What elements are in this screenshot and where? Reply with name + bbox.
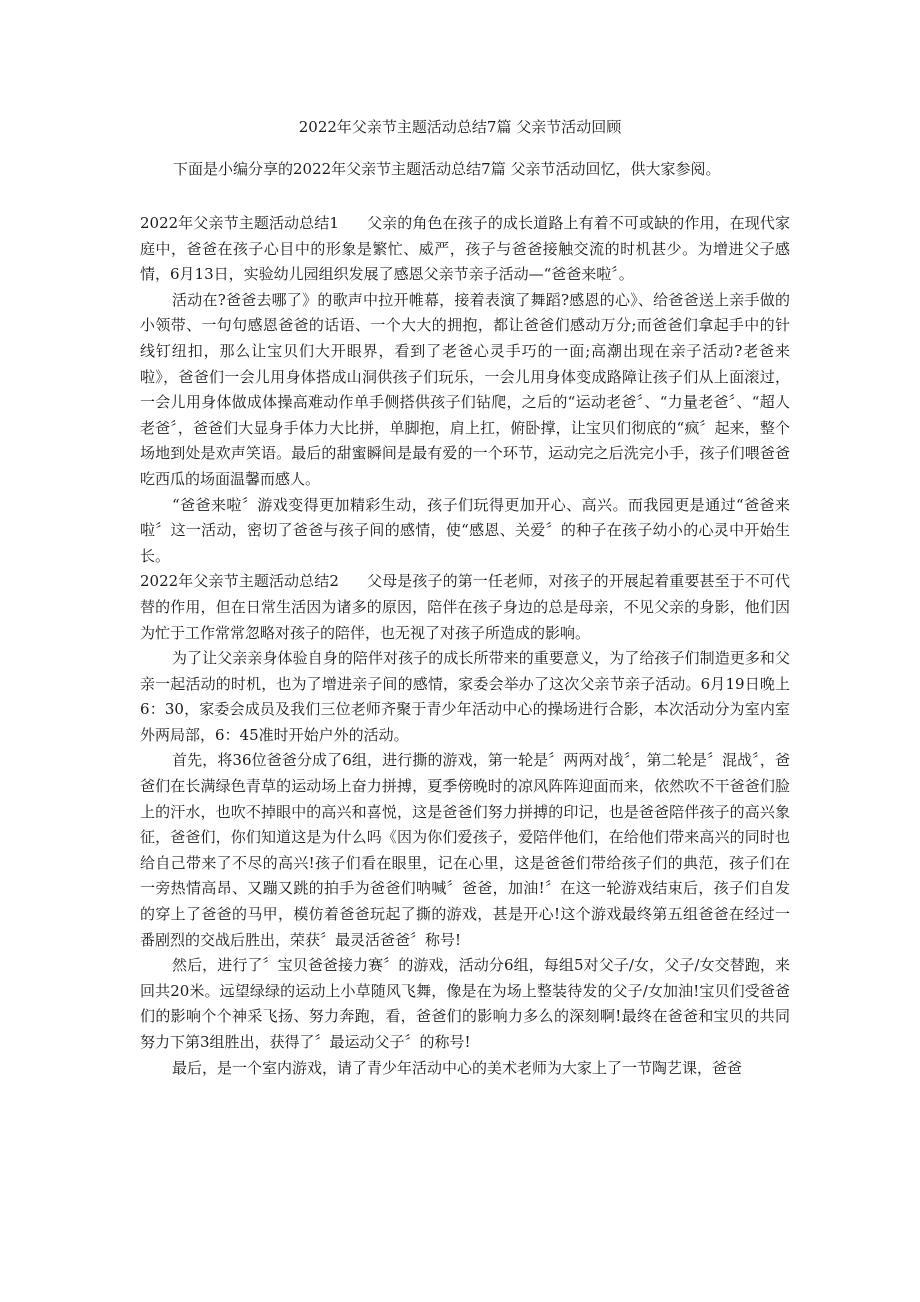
section-1-paragraph: 活动在?爸爸去哪了》的歌声中拉开帷幕，接着表演了舞蹈?感恩的心》、给爸爸送上亲手做的小领带、一句句感恩爸爸的话语、一个大大的拥抱，都让爸爸们感动万分;而爸爸们拿起手中的针线钉纽扣，那么让宝贝们大开眼界，看到了老爸心灵手巧的一面;高潮出现在亲子活动?老爸来啦》，爸爸们一会儿用身体搭成山洞供孩子们玩乐，一会儿用身体变成路障让孩子们从上面滚过，一会儿用身体做成体操高难动作单手侧搭供孩子们钻爬，之后的“运动老爸〞、“力量老爸〞、“超人老爸〞，爸爸们大显身手体力大比拼，单脚抱，肩上扛，俯卧撑，让宝贝们彻底的“疯〞起来，整个场地到处是欢声笑语。最后的甜蜜瞬间是最有爱的一个环节，运动完之后洗完小手，孩子们喂爸爸吃西瓜的场面温馨而感人。 (140, 290, 790, 488)
section-2-paragraph: 最后，是一个室内游戏，请了青少年活动中心的美术老师为大家上了一节陶艺课，爸爸 (172, 1058, 743, 1077)
section-1-lead-paragraph (140, 211, 790, 288)
section-1-lead-text: 父亲的角色在孩子的成长道路上有着不可或缺的作用，在现代家庭中，爸爸在孩子心目中的形象是繁忙、威严，孩子与爸爸接触交流的时机甚少。为增进父子感情，6月13日，实验幼儿园组织发展了感恩父亲节亲子活动—“爸爸来啦〞。 (140, 214, 790, 284)
section-1-heading: 2022年父亲节主题活动总结1 (140, 214, 339, 232)
section-2-lead-paragraph (140, 569, 790, 646)
document-title: 2022年父亲节主题活动总结7篇 父亲节活动回顾 (298, 118, 622, 136)
section-2-heading: 2022年父亲节主题活动总结2 (140, 572, 339, 591)
section-2-paragraph: 为了让父亲亲身体验自身的陪伴对孩子的成长所带来的重要意义，为了给孩子们制造更多和父亲一起活动的时机，也为了增进亲子间的感情，家委会举办了这次父亲节亲子活动。6月19日晚上6：30，家委会成员及我们三位老师齐聚于青少年活动中心的操场进行合影，本次活动分为室内室外两局部，6：45准时开始户外的活动。 (140, 649, 790, 744)
section-1-paragraph: “爸爸来啦〞游戏变得更加精彩生动，孩子们玩得更加开心、高兴。而我园更是通过“爸爸来啦〞这一活动，密切了爸爸与孩子间的感情，使“感恩、关爱〞的种子在孩子幼小的心灵中开始生长。 (140, 495, 790, 565)
document-body (140, 211, 790, 1081)
section-2-lead-text: 父母是孩子的第一任老师，对孩子的开展起着重要甚至于不可代替的作用，但在日常生活因为诸多的原因，陪伴在孩子身边的总是母亲，不见父亲的身影，他们因为忙于工作常常忽略对孩子的陪伴，也无视了对孩子所造成的影响。 (140, 572, 790, 642)
intro-paragraph: 下面是小编分享的2022年父亲节主题活动总结7篇 父亲节活动回忆，供大家参阅。 (173, 160, 721, 178)
section-2-paragraph: 首先，将36位爸爸分成了6组，进行撕的游戏，第一轮是〞两两对战〞，第二轮是〞混战〞，爸爸们在长满绿色青草的运动场上奋力拼搏，夏季傍晚时的凉风阵阵迎面而来，依然吹不干爸爸们脸上的汗水，也吹不掉眼中的高兴和喜悦，这是爸爸们努力拼搏的印记，也是爸爸陪伴孩子的高兴象征，爸爸们，你们知道这是为什么吗《因为你们爱孩子，爱陪伴他们，在给他们带来高兴的同时也给自己带来了不尽的高兴!孩子们看在眼里，记在心里，这是爸爸们带给孩子们的典范，孩子们在一旁热情高昂、又蹦又跳的拍手为爸爸们呐喊〞爸爸，加油!〞在这一轮游戏结束后，孩子们自发的穿上了爸爸的马甲，模仿着爸爸玩起了撕的游戏，甚是开心!这个游戏最终第五组爸爸在经过一番剧烈的交战后胜出，荣获〞最灵活爸爸〞称号! (140, 751, 790, 949)
section-2-paragraph: 然后，进行了〞宝贝爸爸接力赛〞的游戏，活动分6组，每组5对父子/女，父子/女交替跑，来回共20米。远望绿绿的运动上小草随风飞舞，像是在为场上整装待发的父子/女加油!宝贝们受爸爸们的影响个个神采飞扬、努力奔跑，看，爸爸们的影响力多么的深刻啊!最终在爸爸和宝贝的共同努力下第3组胜出，获得了〞最运动父子〞的称号! (140, 956, 790, 1051)
